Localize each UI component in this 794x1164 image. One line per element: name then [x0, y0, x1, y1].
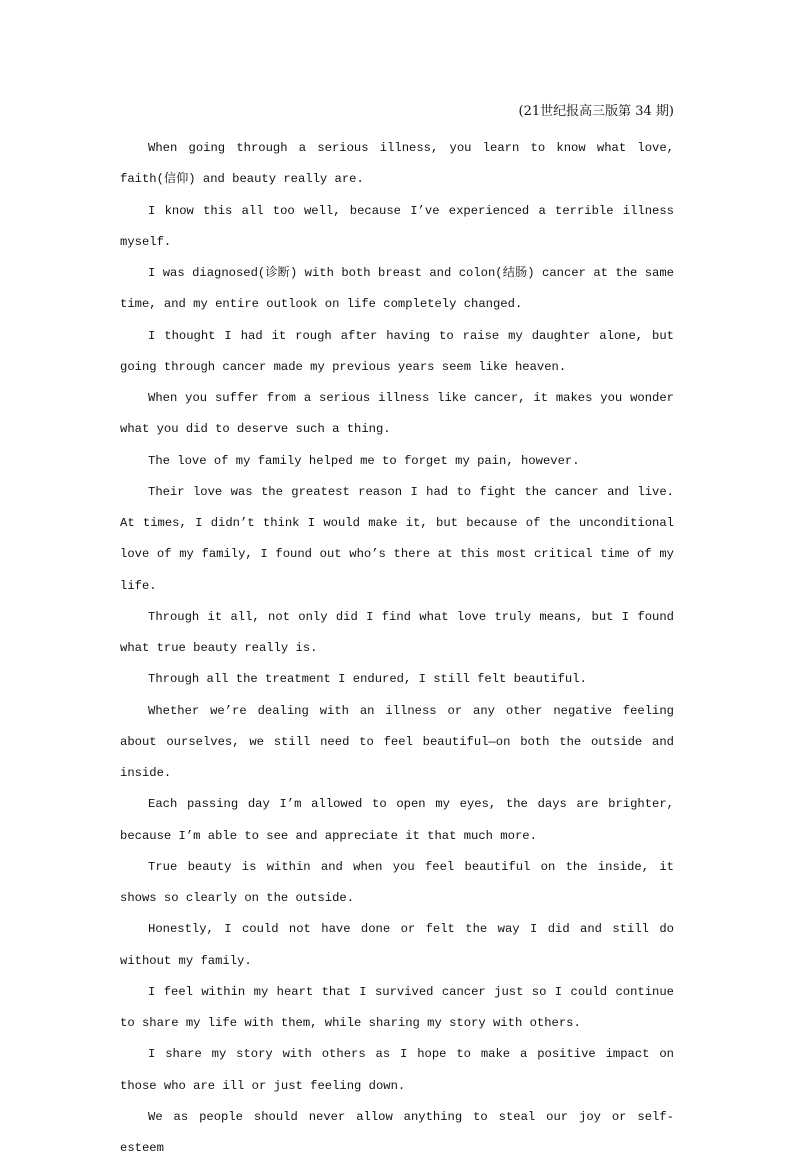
paragraph: When you suffer from a serious illness like cancer, it makes you wonder what you did to deserve such a thing.: [120, 391, 674, 437]
paragraph: Each passing day I’m allowed to open my eyes, the days are brighter, because I’m able to see and appreciate it that much more.: [120, 797, 674, 843]
paragraph: I share my story with others as I hope to make a positive impact on those who are ill or just feeling down.: [120, 1047, 674, 1093]
article-body: [120, 133, 674, 1164]
paragraph: I know this all too well, because I’ve experienced a terrible illness myself.: [120, 203, 674, 249]
paragraph: Through it all, not only did I find what love truly means, but I found what true beauty really is.: [120, 609, 674, 655]
paragraph: I was diagnosed(诊断) with both breast and colon(结肠) cancer at the same time, and my entire outlook on life completely changed.: [120, 266, 674, 312]
paragraph: Whether we’re dealing with an illness or any other negative feeling about ourselves, we still need to feel beautiful—on both the outside and inside.: [120, 703, 674, 780]
paragraph: We as people should never allow anything to steal our joy or self-esteem: [120, 1109, 674, 1155]
paragraph: I thought I had it rough after having to raise my daughter alone, but going through cancer made my previous years seem like heaven.: [120, 328, 674, 374]
paragraph: The love of my family helped me to forget my pain, however.: [148, 453, 580, 468]
paragraph: Their love was the greatest reason I had to fight the cancer and live. At times, I didn’t think I would make it, but because of the unconditional love of my family, I found out who’s there at this most critical time of my life.: [120, 484, 674, 593]
source-note: (21世纪报高三版第 34 期): [518, 104, 674, 119]
paragraph: When going through a serious illness, you learn to know what love, faith(信仰) and beauty really are.: [120, 141, 674, 187]
paragraph: I feel within my heart that I survived cancer just so I could continue to share my life with them, while sharing my story with others.: [120, 984, 674, 1030]
paragraph: True beauty is within and when you feel beautiful on the inside, it shows so clearly on the outside.: [120, 859, 674, 905]
paragraph: Through all the treatment I endured, I still felt beautiful.: [148, 672, 587, 687]
paragraph: Honestly, I could not have done or felt the way I did and still do without my family.: [120, 922, 674, 968]
